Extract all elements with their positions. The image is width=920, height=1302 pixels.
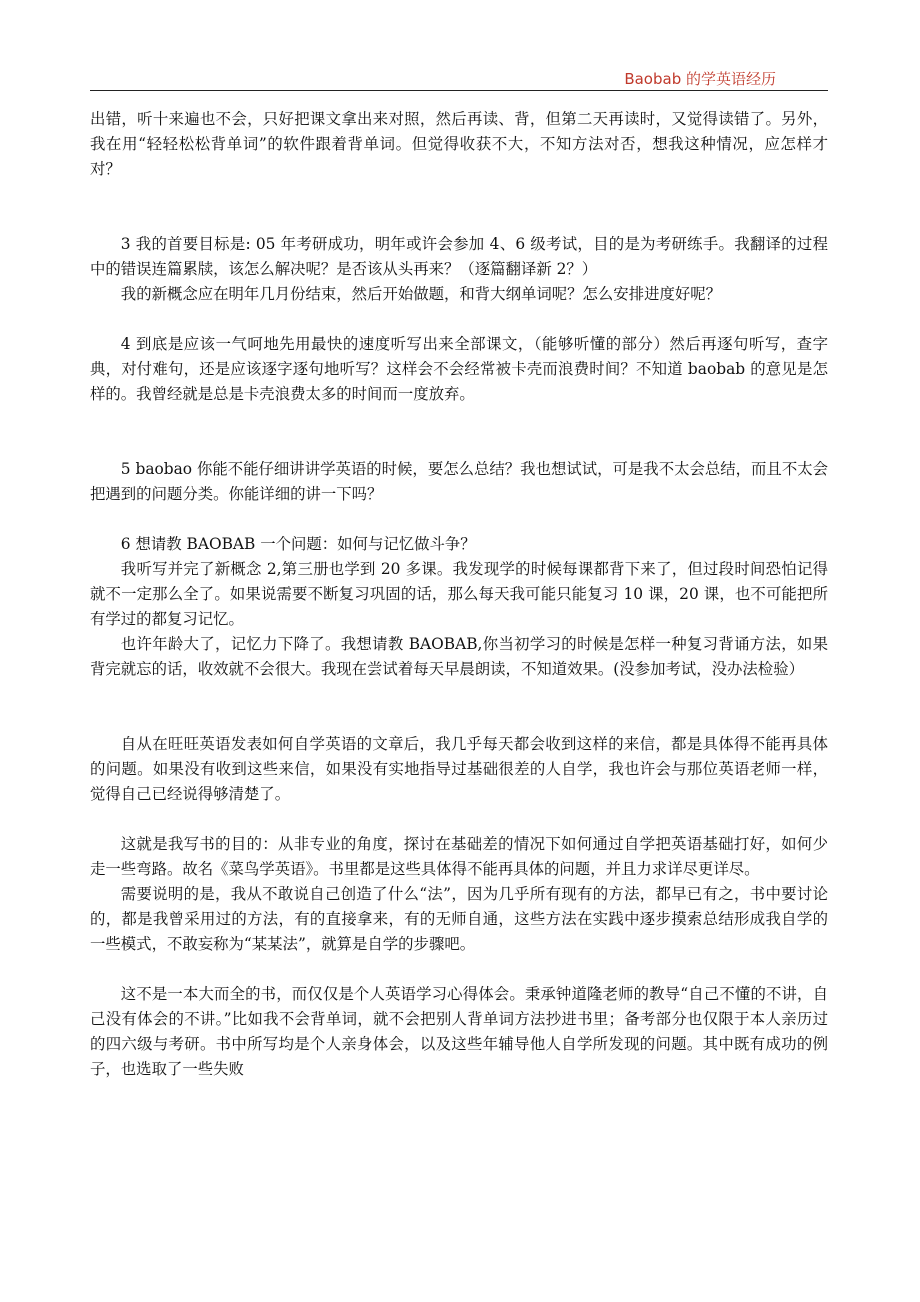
paragraph-question-6-detail: 我听写并完了新概念 2,第三册也学到 20 多课。我发现学的时候每课都背下来了，但过段时间恐怕记得就不一定那么全了。如果说需要不断复习巩固的话，那么每天我可能只能复习 10 课，20 课，也不可能把所有学过的都复习记忆。 [90,560,828,628]
paragraph-continued: 出错，听十来遍也不会，只好把课文拿出来对照，然后再读、背，但第二天再读时，又觉得读错了。另外，我在用“轻轻松松背单词”的软件跟着背单词。但觉得收获不大，不知方法对否，想我这种情况，应怎样才对？ [90,110,828,178]
paragraph-question-6: 6 想请教 BAOBAB 一个问题：如何与记忆做斗争？ [120,535,476,553]
paragraph-question-5: 5 baobao 你能不能仔细讲讲学英语的时候，要怎么总结？我也想试试，可是我不太会总结，而且不太会把遇到的问题分类。你能详细的讲一下吗？ [90,460,828,503]
paragraph-answer-intro: 自从在旺旺英语发表如何自学英语的文章后，我几乎每天都会收到这样的来信，都是具体得不能再具体的问题。如果没有收到这些来信，如果没有实地指导过基础很差的人自学，我也许会与那位英语老师一样，觉得自己已经说得够清楚了。 [90,735,828,803]
paragraph-book-scope: 这不是一本大而全的书，而仅仅是个人英语学习心得体会。秉承钟道隆老师的教导“自己不懂的不讲，自己没有体会的不讲。”比如我不会背单词，就不会把别人背单词方法抄进书里；备考部分也仅限于本人亲历过的四六级与考研。书中所写均是个人亲身体会，以及这些年辅导他人自学所发现的问题。其中既有成功的例子，也选取了一些失败 [90,985,828,1078]
header-title: Baobab 的学英语经历 [624,70,776,88]
paragraph-question-6-memory: 也许年龄大了，记忆力下降了。我想请教 BAOBAB,你当初学习的时候是怎样一种复习背诵方法，如果背完就忘的话，收效就不会很大。我现在尝试着每天早晨朗读，不知道效果。(没参加考试，没办法检验） [90,635,828,678]
paragraph-method-note: 需要说明的是，我从不敢说自己创造了什么“法”，因为几乎所有现有的方法，都早已有之，书中要讨论的，都是我曾采用过的方法，有的直接拿来，有的无师自通，这些方法在实践中逐步摸索总结形成我自学的一些模式，不敢妄称为“某某法”，就算是自学的步骤吧。 [90,885,828,953]
paragraph-question-3-followup: 我的新概念应在明年几月份结束，然后开始做题，和背大纲单词呢？怎么安排进度好呢？ [120,285,722,303]
paragraph-question-4: 4 到底是应该一气呵地先用最快的速度听写出来全部课文，（能够听懂的部分）然后再逐句听写，查字典，对付难句，还是应该逐字逐句地听写？这样会不会经常被卡壳而浪费时间？不知道 baobab 的意见是怎样的。我曾经就是总是卡壳浪费太多的时间而一度放弃。 [90,335,828,403]
page-header [90,64,828,91]
paragraph-book-purpose: 这就是我写书的目的：从非专业的角度，探讨在基础差的情况下如何通过自学把英语基础打好，如何少走一些弯路。故名《菜鸟学英语》。书里都是这些具体得不能再具体的问题，并且力求详尽更详尽。 [90,835,828,878]
document-body [90,107,828,1082]
paragraph-question-3: 3 我的首要目标是: 05 年考研成功，明年或许会参加 4、6 级考试，目的是为考研练手。我翻译的过程中的错误连篇累牍，该怎么解决呢？是否该从头再来？（逐篇翻译新 2？） [90,235,828,278]
